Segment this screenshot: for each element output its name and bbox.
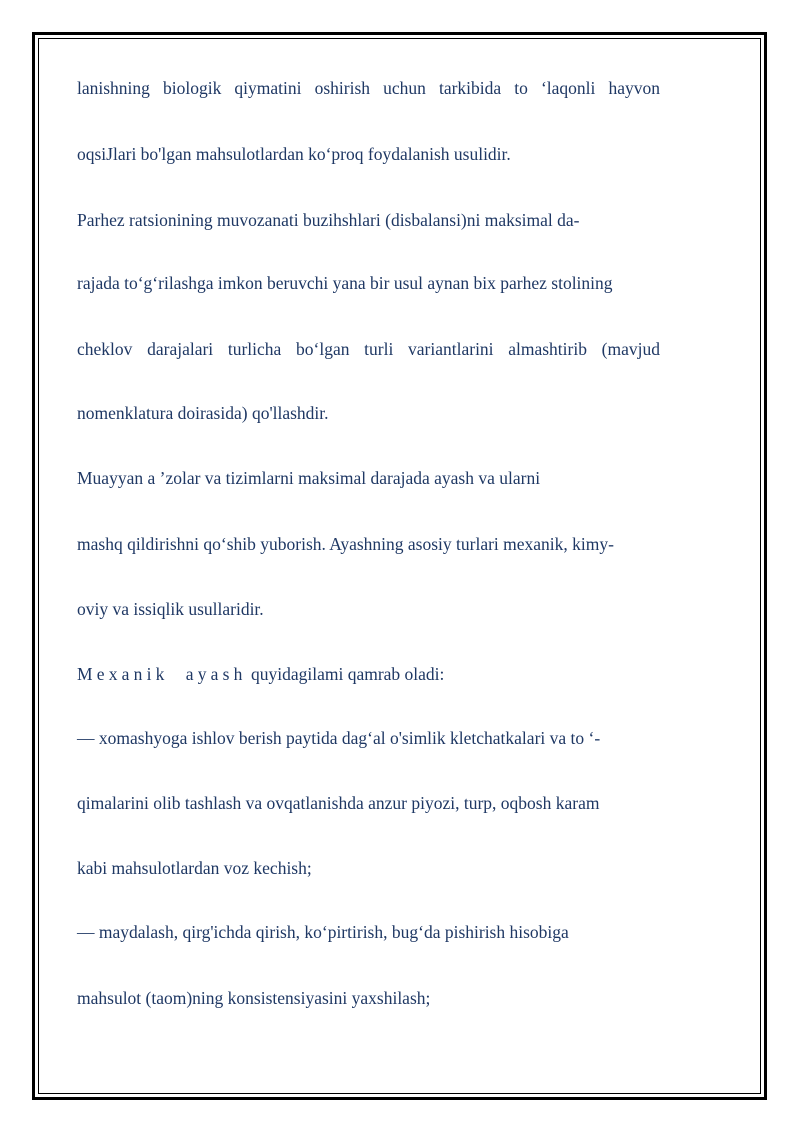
text-line-5: cheklov darajalari turlicha bo‘lgan turli variantlarini almashtirib (mavjud [77, 339, 660, 359]
text-line-12: qimalarini olib tashlash va ovqatlanishda anzur piyozi, turp, oqbosh karam [77, 793, 600, 813]
text-line-4: rajada to‘g‘rilashga imkon beruvchi yana bir usul aynan bix parhez stolining [77, 273, 613, 293]
text-line-7: Muayyan a ’zolar va tizimlarni maksimal darajada ayash va ularni [77, 468, 541, 488]
text-line-14: — maydalash, qirg'ichda qirish, ko‘pirtirish, bug‘da pishirish hisobiga [77, 922, 569, 942]
spaced-term-continuation: quyidagilami qamrab oladi: [250, 664, 445, 684]
spaced-term: Mexanik ayash [77, 664, 247, 684]
text-line-9: oviy va issiqlik usullaridir. [77, 599, 264, 619]
text-line-11: — xomashyoga ishlov berish paytida dag‘al o'simlik kletchatkalari va to ‘- [77, 728, 601, 748]
text-line-2: oqsiJlari bo'lgan mahsulotlardan ko‘proq foydalanish usulidir. [77, 144, 511, 164]
text-line-15: mahsulot (taom)ning konsistensiyasini yaxshilash; [77, 988, 431, 1008]
text-line-8: mashq qildirishni qo‘shib yuborish. Ayashning asosiy turlari mexanik, kimy- [77, 534, 614, 554]
text-line-3: Parhez ratsionining muvozanati buzihshlari (disbalansi)ni maksimal da- [77, 210, 580, 230]
text-line-10 [77, 663, 444, 685]
text-line-1: lanishning biologik qiymatini oshirish uchun tarkibida to ‘laqonli hayvon [77, 78, 660, 98]
text-line-13: kabi mahsulotlardan voz kechish; [77, 858, 312, 878]
text-line-6: nomenklatura doirasida) qo'llashdir. [77, 403, 329, 423]
